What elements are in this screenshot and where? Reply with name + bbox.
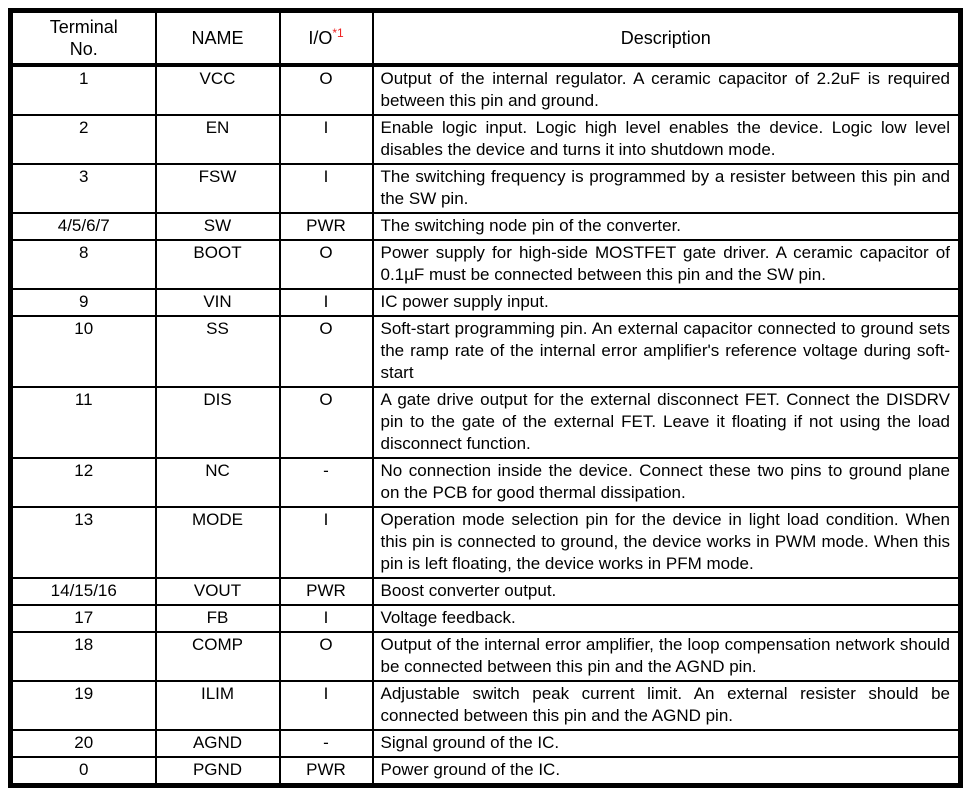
cell-pin-name: FSW xyxy=(156,164,280,213)
cell-terminal-no: 14/15/16 xyxy=(11,578,156,605)
terminal-header-line2: No. xyxy=(69,39,98,59)
cell-io-type: I xyxy=(280,507,373,578)
footnote-reference: *1 xyxy=(332,26,344,40)
cell-terminal-no: 20 xyxy=(11,730,156,757)
cell-terminal-no: 10 xyxy=(11,316,156,387)
table-row xyxy=(11,289,961,316)
table-row xyxy=(11,164,961,213)
table-row xyxy=(11,387,961,458)
cell-pin-name: FB xyxy=(156,605,280,632)
cell-terminal-no: 17 xyxy=(11,605,156,632)
cell-terminal-no: 4/5/6/7 xyxy=(11,213,156,240)
table-row xyxy=(11,65,961,115)
cell-description: Soft-start programming pin. An external capacitor connected to ground sets the ramp rate of the internal error amplifier's reference voltage during soft-start xyxy=(373,316,961,387)
cell-terminal-no: 3 xyxy=(11,164,156,213)
table-row xyxy=(11,316,961,387)
cell-description: Boost converter output. xyxy=(373,578,961,605)
cell-description: IC power supply input. xyxy=(373,289,961,316)
cell-pin-name: BOOT xyxy=(156,240,280,289)
cell-pin-name: VCC xyxy=(156,65,280,115)
cell-description: A gate drive output for the external disconnect FET. Connect the DISDRV pin to the gate of the external FET. Leave it floating if not using the load disconnect function. xyxy=(373,387,961,458)
cell-description: Output of the internal error amplifier, the loop compensation network should be connected between this pin and the AGND pin. xyxy=(373,632,961,681)
cell-pin-name: MODE xyxy=(156,507,280,578)
cell-terminal-no: 2 xyxy=(11,115,156,164)
cell-pin-name: DIS xyxy=(156,387,280,458)
cell-description: Power supply for high-side MOSTFET gate driver. A ceramic capacitor of 0.1µF must be connected between this pin and the SW pin. xyxy=(373,240,961,289)
cell-io-type: O xyxy=(280,240,373,289)
cell-pin-name: PGND xyxy=(156,757,280,786)
table-row xyxy=(11,605,961,632)
table-header-row xyxy=(11,11,961,66)
table-row xyxy=(11,632,961,681)
cell-io-type: I xyxy=(280,115,373,164)
cell-pin-name: SS xyxy=(156,316,280,387)
cell-description: Voltage feedback. xyxy=(373,605,961,632)
table-body xyxy=(11,65,961,786)
cell-terminal-no: 11 xyxy=(11,387,156,458)
cell-io-type: O xyxy=(280,316,373,387)
cell-description: Adjustable switch peak current limit. An external resister should be connected between this pin and the AGND pin. xyxy=(373,681,961,730)
cell-pin-name: ILIM xyxy=(156,681,280,730)
cell-pin-name: AGND xyxy=(156,730,280,757)
cell-pin-name: COMP xyxy=(156,632,280,681)
cell-pin-name: VOUT xyxy=(156,578,280,605)
cell-description: No connection inside the device. Connect these two pins to ground plane on the PCB for good thermal dissipation. xyxy=(373,458,961,507)
cell-io-type: PWR xyxy=(280,213,373,240)
cell-io-type: O xyxy=(280,632,373,681)
cell-description: Operation mode selection pin for the device in light load condition. When this pin is connected to ground, the device works in PWM mode. When this pin is left floating, the device works in PFM mode. xyxy=(373,507,961,578)
table-row xyxy=(11,115,961,164)
cell-io-type: I xyxy=(280,681,373,730)
column-header-terminal-no xyxy=(11,11,156,66)
cell-io-type: I xyxy=(280,605,373,632)
cell-description: Power ground of the IC. xyxy=(373,757,961,786)
cell-pin-name: NC xyxy=(156,458,280,507)
column-header-name: NAME xyxy=(156,11,280,66)
cell-pin-name: EN xyxy=(156,115,280,164)
table-row xyxy=(11,730,961,757)
io-header-label: I/O xyxy=(308,28,333,48)
column-header-description: Description xyxy=(373,11,961,66)
cell-io-type: PWR xyxy=(280,578,373,605)
cell-io-type: O xyxy=(280,65,373,115)
table-row xyxy=(11,507,961,578)
cell-io-type: I xyxy=(280,289,373,316)
cell-terminal-no: 1 xyxy=(11,65,156,115)
cell-description: Signal ground of the IC. xyxy=(373,730,961,757)
column-header-io xyxy=(280,11,373,66)
cell-io-type: - xyxy=(280,458,373,507)
cell-terminal-no: 8 xyxy=(11,240,156,289)
cell-pin-name: VIN xyxy=(156,289,280,316)
cell-io-type: PWR xyxy=(280,757,373,786)
cell-io-type: - xyxy=(280,730,373,757)
cell-io-type: I xyxy=(280,164,373,213)
cell-io-type: O xyxy=(280,387,373,458)
cell-terminal-no: 19 xyxy=(11,681,156,730)
terminal-header-line1: Terminal xyxy=(49,17,118,37)
table-row xyxy=(11,681,961,730)
cell-description: The switching node pin of the converter. xyxy=(373,213,961,240)
table-row xyxy=(11,240,961,289)
cell-pin-name: SW xyxy=(156,213,280,240)
cell-description: Output of the internal regulator. A ceramic capacitor of 2.2uF is required between this pin and ground. xyxy=(373,65,961,115)
cell-terminal-no: 18 xyxy=(11,632,156,681)
table-row xyxy=(11,458,961,507)
cell-terminal-no: 9 xyxy=(11,289,156,316)
cell-description: The switching frequency is programmed by a resister between this pin and the SW pin. xyxy=(373,164,961,213)
table-row xyxy=(11,213,961,240)
cell-terminal-no: 0 xyxy=(11,757,156,786)
terminal-description-table xyxy=(8,8,963,788)
cell-terminal-no: 13 xyxy=(11,507,156,578)
cell-terminal-no: 12 xyxy=(11,458,156,507)
table-row xyxy=(11,757,961,786)
cell-description: Enable logic input. Logic high level enables the device. Logic low level disables the device and turns it into shutdown mode. xyxy=(373,115,961,164)
table-row xyxy=(11,578,961,605)
